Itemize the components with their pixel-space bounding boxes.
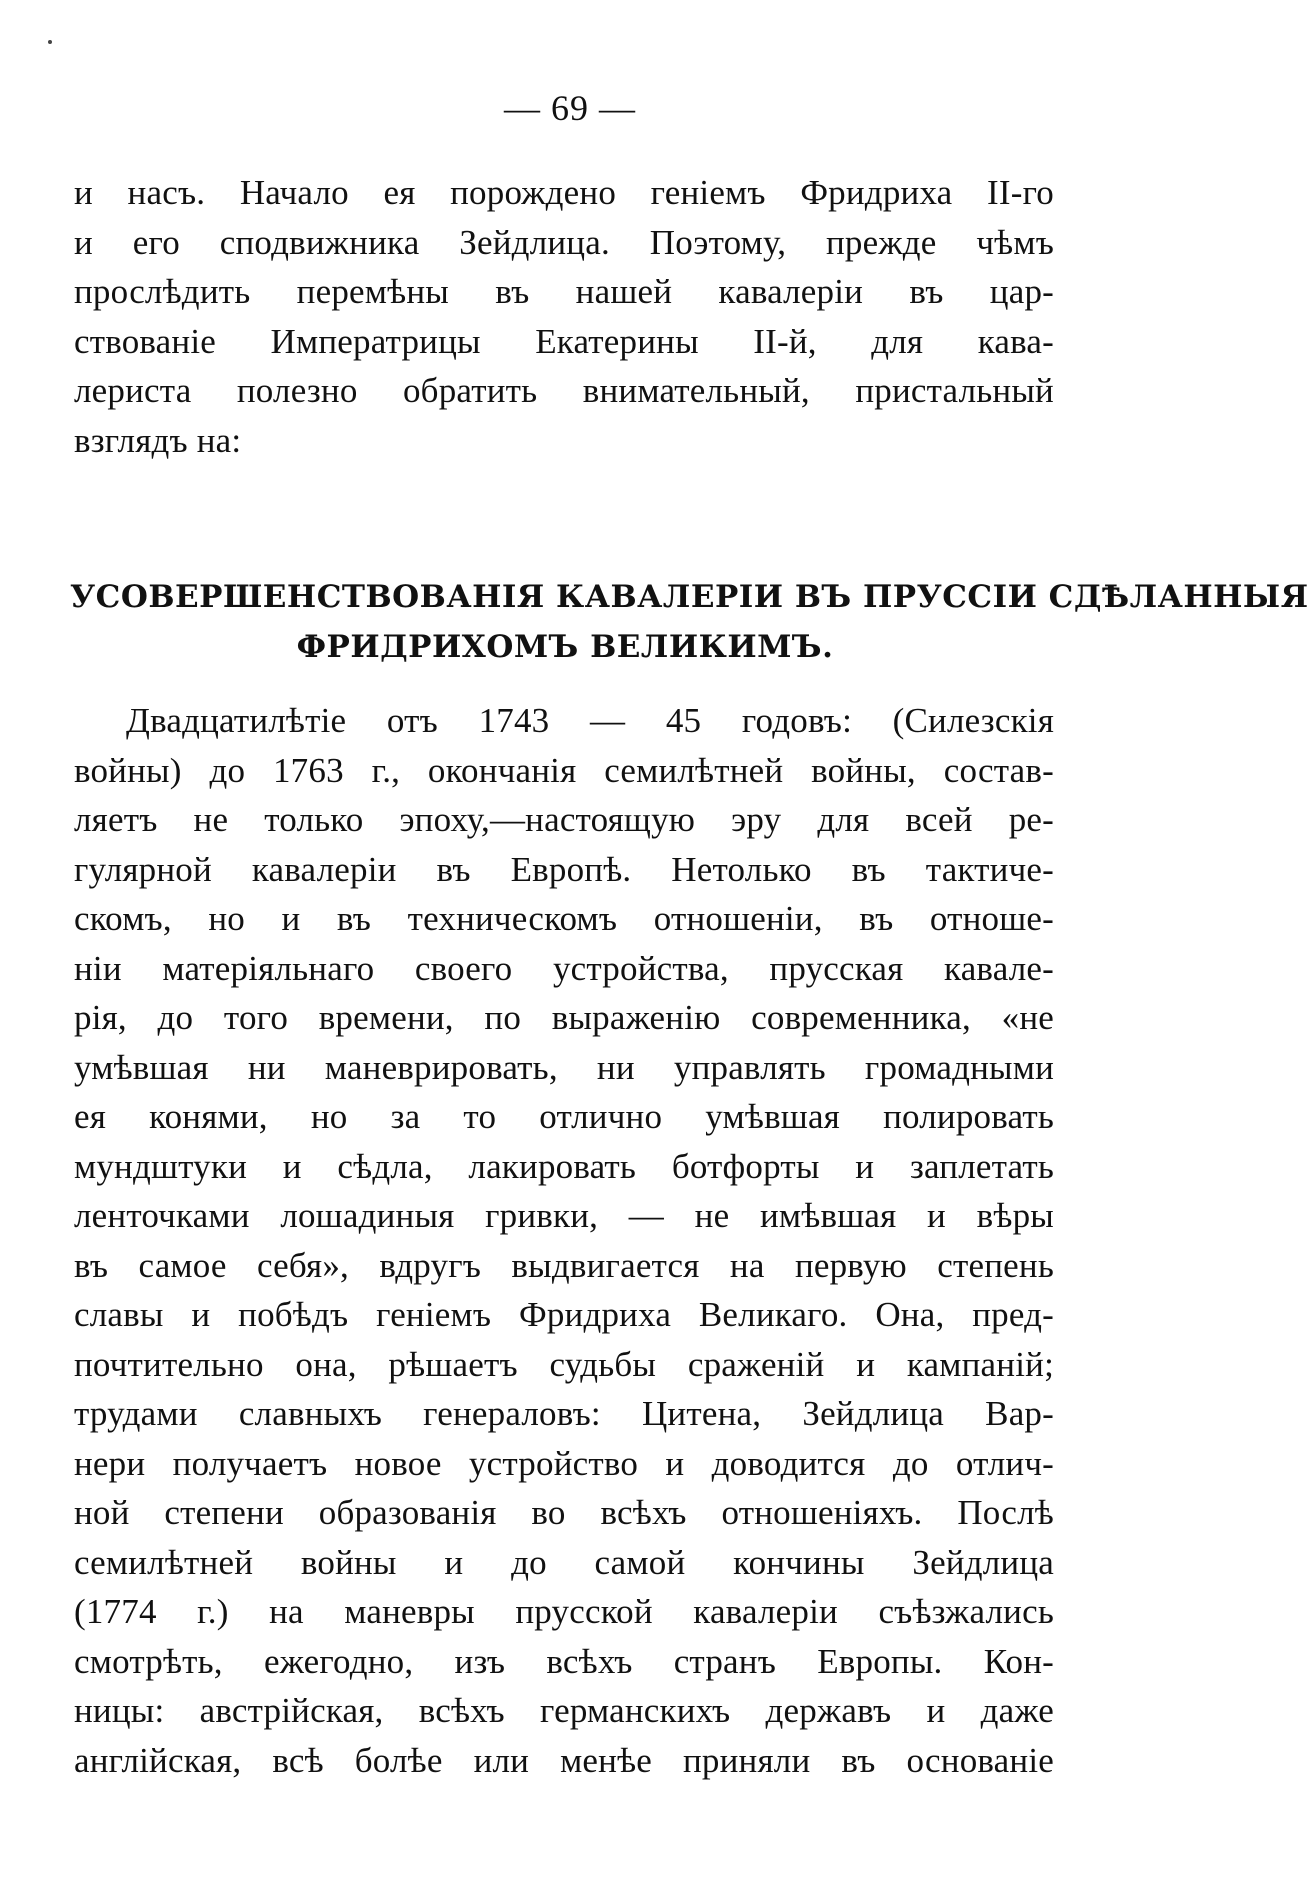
text-line: прослѣдить перемѣны въ нашей кавалеріи въ цар- <box>74 272 1054 311</box>
text-line: англійская, всѣ болѣе или менѣе приняли въ основаніе <box>74 1740 1054 1780</box>
text-line: и насъ. Начало ея порождено геніемъ Фридриха II-го <box>74 173 1054 212</box>
text-line: трудами славныхъ генераловъ: Цитена, Зейдлица Вар- <box>74 1394 1054 1433</box>
text-line: ея конями, но за то отлично умѣвшая полировать <box>74 1097 1054 1136</box>
text-line: почтительно она, рѣшаетъ судьбы сраженій и кампаній; <box>74 1344 1054 1384</box>
section-heading <box>70 572 1309 672</box>
text-line: скомъ, но и въ техническомъ отношеніи, въ отноше- <box>74 899 1054 938</box>
main-paragraph <box>74 696 1054 1785</box>
text-line: войны) до 1763 г., окончанія семилѣтней войны, состав- <box>74 750 1054 790</box>
margin-speck <box>48 40 52 44</box>
text-line: гулярной кавалеріи въ Европѣ. Нетолько въ тактиче- <box>74 849 1054 889</box>
text-line: умѣвшая ни маневрировать, ни управлять громадными <box>74 1047 1054 1087</box>
text-line: рія, до того времени, по выраженію современника, «не <box>74 998 1054 1037</box>
text-line: ленточками лошадиныя гривки, — не имѣвшая и вѣры <box>74 1196 1054 1235</box>
text-line: Двадцатилѣтіе отъ 1743 — 45 годовъ: (Силезскія <box>126 701 1054 740</box>
text-line: (1774 г.) на маневры прусской кавалеріи съѣзжались <box>74 1592 1054 1631</box>
page-number: — 69 — <box>504 88 636 128</box>
text-line: славы и побѣдъ геніемъ Фридриха Великаго. Она, пред- <box>74 1295 1054 1334</box>
section-heading-line: ФРИДРИХОМЪ ВЕЛИКИМЪ. <box>296 629 834 665</box>
text-line: ніи матеріяльнаго своего устройства, прусская кавале- <box>74 948 1054 988</box>
text-line: взглядъ на: <box>74 420 242 460</box>
text-line: и его сподвижника Зейдлица. Поэтому, прежде чѣмъ <box>74 222 1054 262</box>
text-line: ствованіе Императрицы Екатерины II-й, для кава- <box>74 321 1054 361</box>
text-line: лериста полезно обратить внимательный, пристальный <box>74 371 1054 410</box>
text-line: семилѣтней войны и до самой кончины Зейдлица <box>74 1542 1054 1582</box>
intro-paragraph <box>74 168 1054 465</box>
text-line: ницы: австрійская, всѣхъ германскихъ державъ и даже <box>74 1691 1054 1730</box>
text-line: нери получаетъ новое устройство и доводится до отлич- <box>74 1443 1054 1483</box>
text-line: въ самое себя», вдругъ выдвигается на первую степень <box>74 1245 1054 1285</box>
section-heading-line: УСОВЕРШЕНСТВОВАНІЯ КАВАЛЕРІИ ВЪ ПРУССІИ СДѢЛАННЫЯ <box>70 579 1309 615</box>
text-line: ной степени образованія во всѣхъ отношеніяхъ. Послѣ <box>74 1493 1054 1532</box>
text-line: мундштуки и сѣдла, лакировать ботфорты и заплетать <box>74 1146 1054 1186</box>
text-line: смотрѣть, ежегодно, изъ всѣхъ странъ Европы. Кон- <box>74 1641 1054 1681</box>
text-line: ляетъ не только эпоху,—настоящую эру для всей ре- <box>74 800 1054 839</box>
